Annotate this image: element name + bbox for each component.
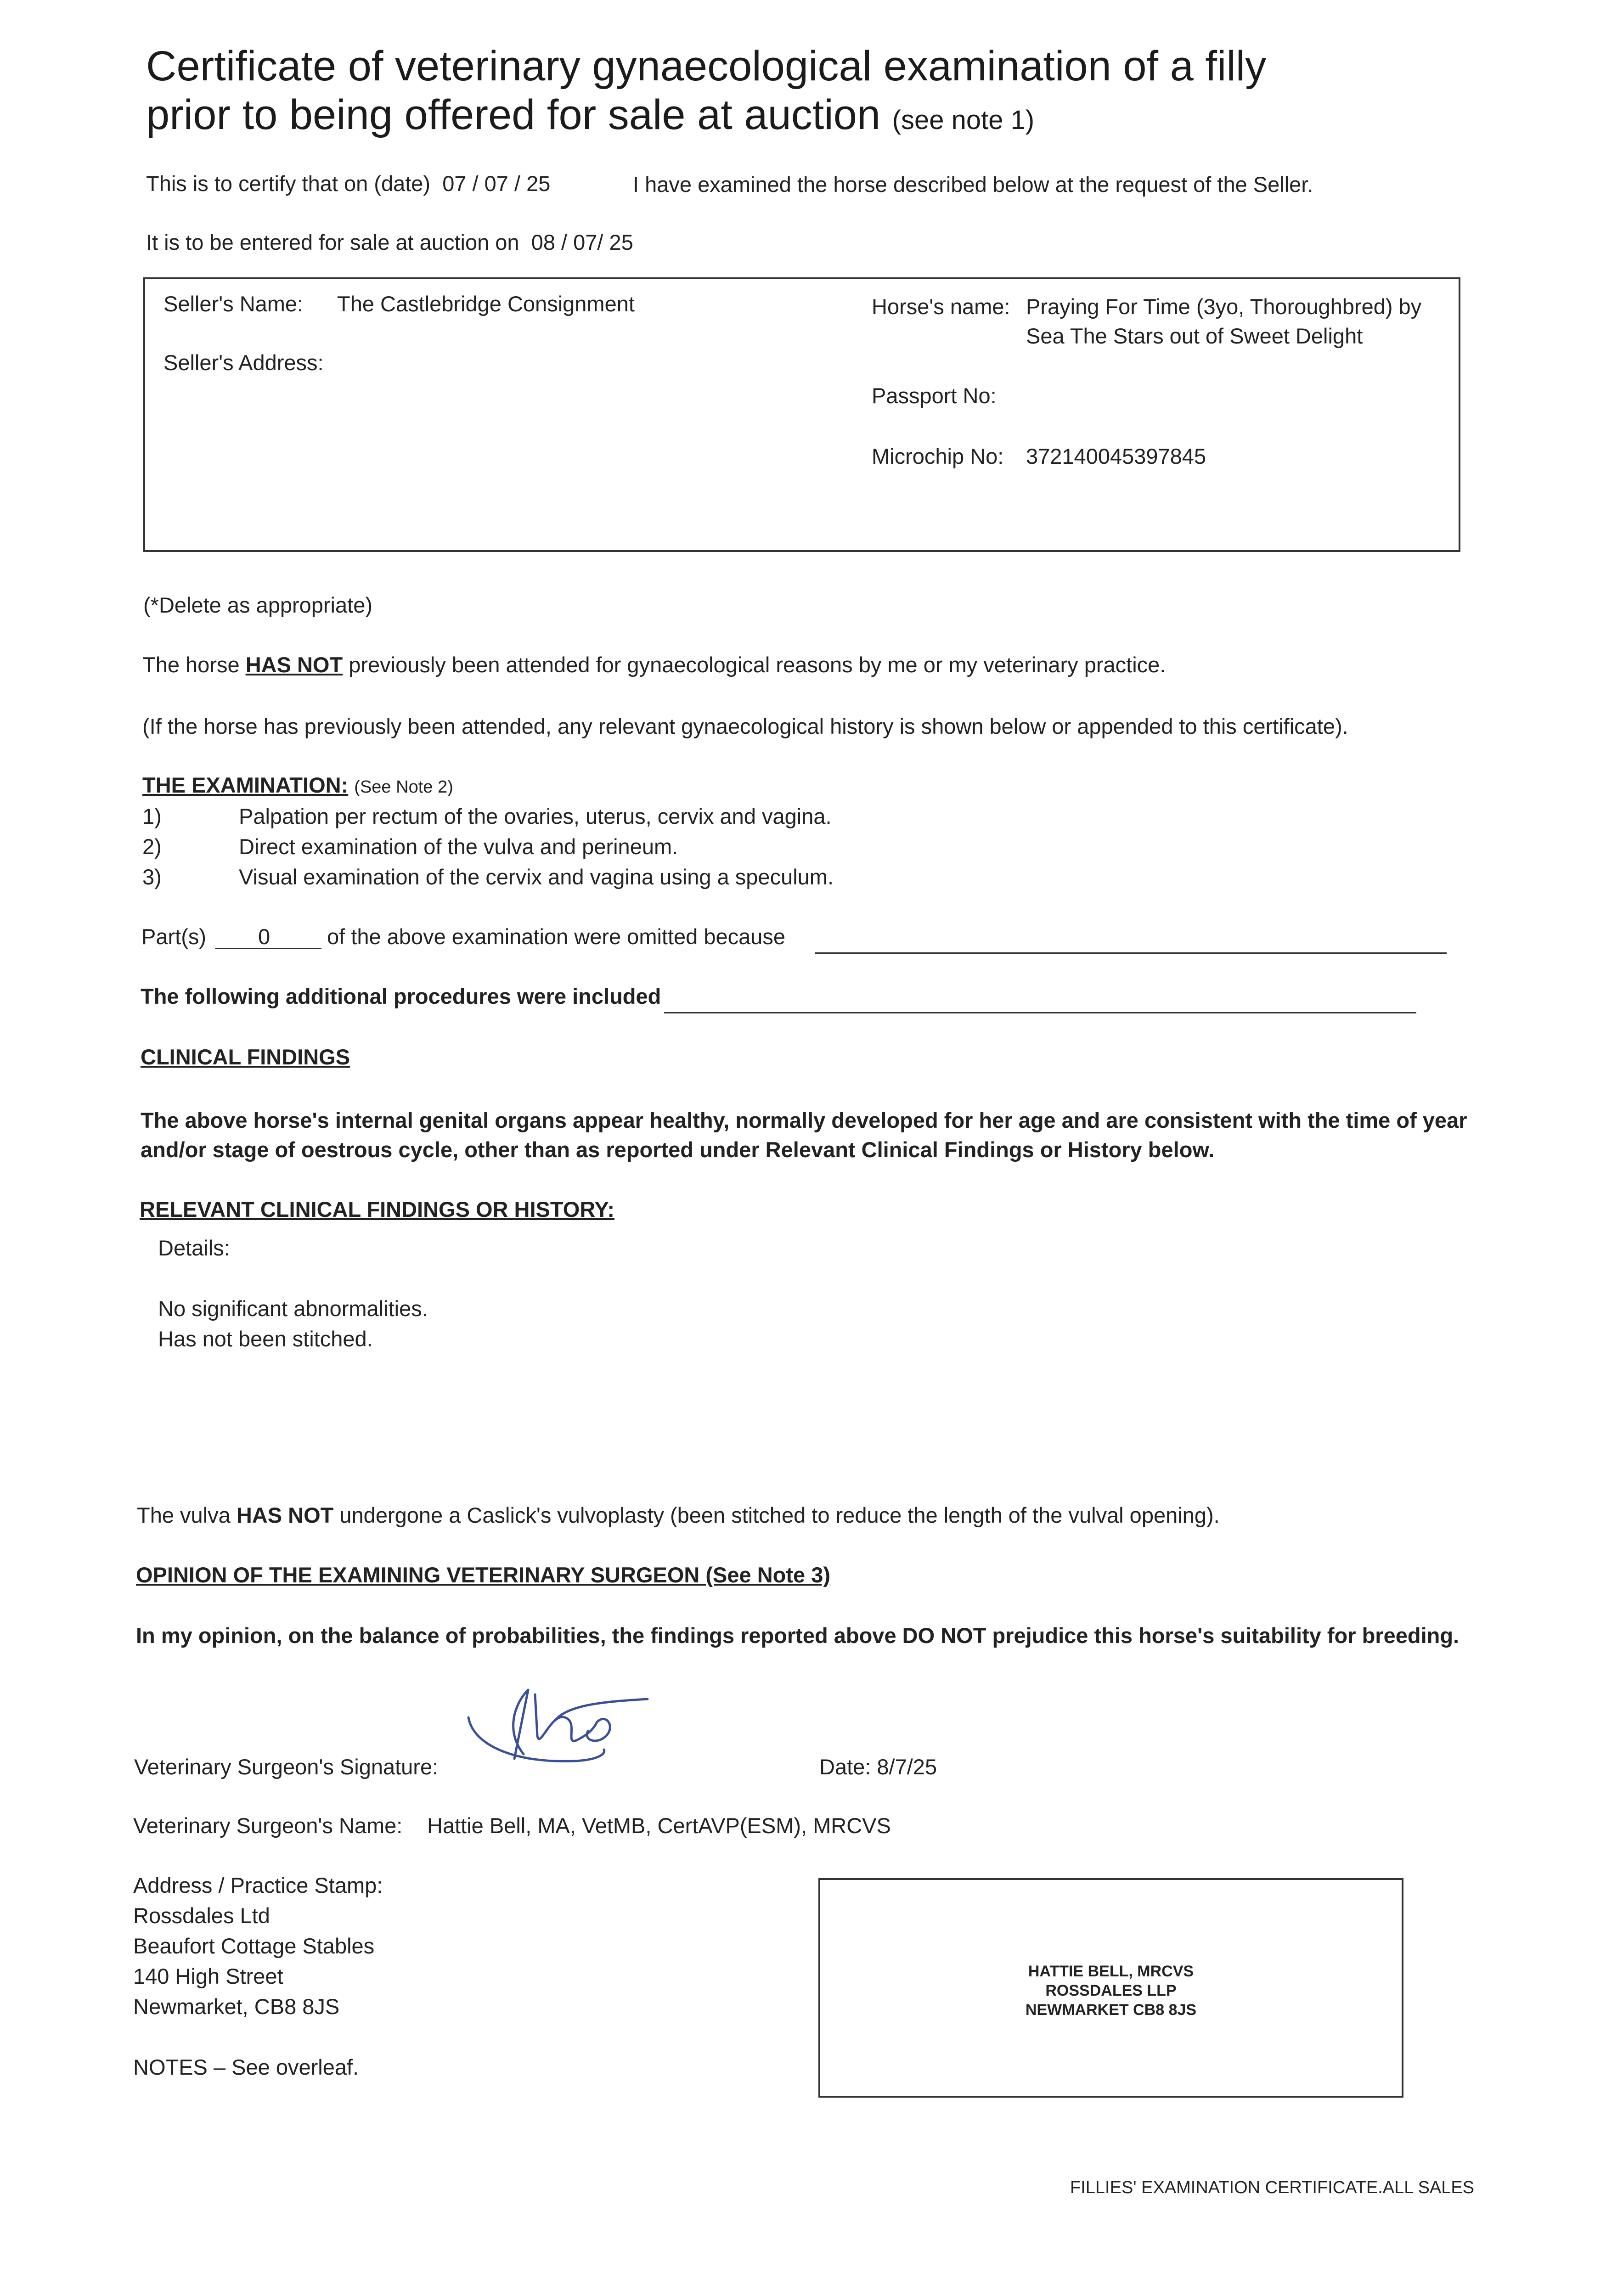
title-note: (see note 1) [892, 105, 1035, 135]
certify-request: I have examined the horse described below at the request of the Seller. [633, 172, 1313, 197]
horse-name-line2: Sea The Stars out of Sweet Delight [1026, 324, 1363, 348]
details-line: No significant abnormalities. [158, 1296, 428, 1321]
examination-note: (See Note 2) [354, 777, 453, 797]
omitted-reason-line [815, 952, 1447, 954]
footer-label: FILLIES' EXAMINATION CERTIFICATE.ALL SALES [1070, 2178, 1475, 2197]
passport-label: Passport No: [872, 383, 997, 408]
attended-status: HAS NOT [245, 653, 343, 677]
examination-item: 1) Palpation per rectum of the ovaries, uterus, cervix and vagina. [142, 804, 832, 828]
signature-date: Date: 8/7/25 [819, 1755, 937, 1779]
history-note: (If the horse has previously been attended, any relevant gynaecological history is shown below or appended to this certificate). [142, 714, 1348, 738]
stamp-line: HATTIE BELL, MRCVS [1028, 1963, 1194, 1980]
stamp-line: NEWMARKET CB8 8JS [1025, 2001, 1197, 2019]
sale-line: It is to be entered for sale at auction on 08 / 07/ 25 [146, 230, 633, 254]
seller-name-label: Seller's Name: [163, 292, 304, 316]
signature-image [459, 1676, 657, 1773]
certify-line: This is to certify that on (date) 07 / 07 / 25 [146, 171, 551, 196]
stamp-line: ROSSDALES LLP [1045, 1982, 1177, 1999]
address-line: Beaufort Cottage Stables [133, 1934, 375, 1958]
certificate-title-line2: prior to being offered for sale at auction (see note 1) [146, 91, 1035, 138]
signature-label: Veterinary Surgeon's Signature: [134, 1755, 439, 1779]
clinical-findings-line2: and/or stage of oestrous cycle, other than as reported under Relevant Clinical Findings or History below. [141, 1137, 1215, 1162]
omitted-suffix: of the above examination were omitted because [327, 924, 786, 949]
surgeon-name: Hattie Bell, MA, VetMB, CertAVP(ESM), MRCVS [427, 1813, 891, 1838]
clinical-findings-line1: The above horse's internal genital organs appear healthy, normally developed for her age and are consistent with the time of year [141, 1108, 1467, 1132]
address-line: 140 High Street [133, 1964, 283, 1988]
vulva-statement: The vulva HAS NOT undergone a Caslick's vulvoplasty (been stitched to reduce the length of the vulval opening). [137, 1503, 1220, 1527]
microchip-label: Microchip No: [872, 444, 1004, 468]
details-label: Details: [158, 1236, 230, 1260]
vulva-status: HAS NOT [236, 1503, 334, 1527]
address-label: Address / Practice Stamp: [133, 1873, 383, 1897]
seller-address-label: Seller's Address: [163, 350, 324, 375]
certificate-title-line1: Certificate of veterinary gynaecological examination of a filly [146, 43, 1267, 90]
opinion-text: In my opinion, on the balance of probabilities, the findings reported above DO NOT prejudice this horse's suitability for breeding. [136, 1623, 1460, 1648]
notes-line: NOTES – See overleaf. [133, 2055, 359, 2079]
delete-note: (*Delete as appropriate) [143, 593, 372, 617]
microchip-number: 372140045397845 [1026, 444, 1206, 468]
horse-name-label: Horse's name: [872, 294, 1010, 319]
clinical-findings-heading: CLINICAL FINDINGS [141, 1045, 350, 1069]
omitted-prefix: Part(s) [141, 924, 206, 949]
horse-name-line1: Praying For Time (3yo, Thoroughbred) by [1026, 294, 1422, 319]
examination-item: 3) Visual examination of the cervix and vagina using a speculum. [142, 865, 834, 889]
surgeon-name-label: Veterinary Surgeon's Name: [133, 1813, 403, 1838]
attended-statement: The horse HAS NOT previously been attended for gynaecological reasons by me or my veterinary practice. [142, 653, 1166, 677]
seller-name: The Castlebridge Consignment [337, 292, 635, 316]
details-line: Has not been stitched. [158, 1327, 373, 1351]
omitted-value: 0 [258, 924, 270, 949]
examination-item: 2) Direct examination of the vulva and perineum. [142, 834, 678, 859]
examination-heading: THE EXAMINATION: (See Note 2) [142, 773, 453, 797]
additional-procedures-line [664, 1012, 1416, 1013]
additional-procedures: The following additional procedures were included [141, 984, 661, 1008]
address-line: Newmarket, CB8 8JS [133, 1994, 340, 2019]
sale-date: 08 / 07/ 25 [531, 230, 633, 254]
relevant-findings-heading: RELEVANT CLINICAL FINDINGS OR HISTORY: [140, 1197, 615, 1221]
opinion-heading: OPINION OF THE EXAMINING VETERINARY SURGEON (See Note 3) [136, 1563, 831, 1587]
address-line: Rossdales Ltd [133, 1903, 270, 1928]
exam-date: 07 / 07 / 25 [442, 171, 551, 196]
